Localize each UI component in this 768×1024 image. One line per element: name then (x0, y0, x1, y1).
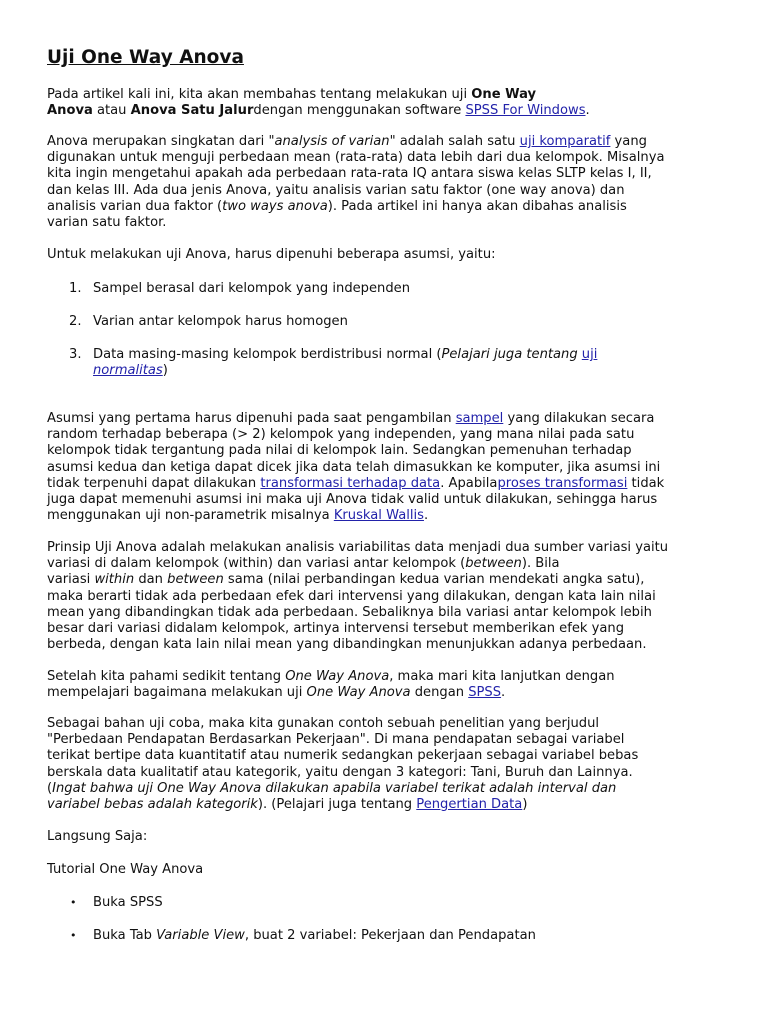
text: Pada artikel kali ini, kita akan membahas tentang melakukan uji (47, 87, 472, 102)
text: . (423, 508, 429, 524)
link-uji-normalitas-cont[interactable]: normalitas (93, 363, 163, 379)
text: , buat 2 variabel: Pekerjaan dan Pendapatan (244, 928, 536, 943)
paragraph-langsung-saja: Langsung Saja: (47, 829, 148, 844)
text: sama (nilai perbandingan kedua varian mendekati angka satu), (223, 572, 645, 588)
text: tidak terpenuhi dapat dilakukan (47, 475, 261, 491)
list-number: 3. (69, 347, 82, 362)
text: asumsi kedua dan ketiga dapat dicek jika data telah dimasukkan ke komputer, jika asumsi ini (47, 459, 661, 475)
link-spss[interactable]: SPSS (468, 685, 502, 701)
text: juga dapat memenuhi asumsi ini maka uji Anova tidak valid untuk dilakukan, sehingga harus (47, 492, 658, 508)
text: varian satu faktor. (47, 215, 167, 231)
text: Asumsi yang pertama harus dipenuhi pada saat pengambilan (47, 411, 456, 426)
text: Sebagai bahan uji coba, maka kita gunakan contoh sebuah penelitian yang berjudul (47, 716, 600, 731)
text: dengan (410, 685, 469, 701)
text: analisis varian dua faktor ( (47, 198, 223, 214)
bold-text: Anova Satu Jalur (130, 103, 254, 119)
text: ) (522, 797, 528, 813)
text: menggunakan uji non-parametrik misalnya (47, 508, 334, 524)
text: variasi di dalam kelompok (within) dan variasi antar kelompok ( (47, 556, 466, 572)
intro-paragraph (47, 87, 731, 119)
italic-text: One Way Anova (285, 669, 390, 684)
text: mean yang dibandingkan tidak ada perbedaan. Sebaliknya bila variasi antar kelompok lebih (47, 604, 652, 620)
text: tidak (627, 475, 665, 491)
bold-text: Anova (47, 103, 93, 119)
paragraph-example-study (47, 716, 731, 813)
text: " adalah salah satu (389, 134, 520, 149)
page-title: Uji One Way Anova (47, 47, 244, 68)
list-number: 2. (69, 314, 82, 329)
text: ). Bila (521, 556, 560, 572)
italic-text: two ways anova (222, 198, 328, 214)
paragraph-anova-definition (47, 134, 731, 231)
link-sampel[interactable]: sampel (455, 411, 504, 426)
bullet-icon: • (70, 896, 77, 909)
text: digunakan untuk menguji perbedaan mean (rata-rata) data lebih dari dua kelompok. Misalnya (47, 150, 665, 166)
link-kruskal-wallis[interactable]: Kruskal Wallis (333, 508, 424, 524)
bullet-icon: • (70, 929, 77, 942)
text: ). Pada artikel ini hanya akan dibahas analisis (327, 198, 627, 214)
text: atau (92, 103, 131, 119)
list-item-step-1: Buka SPSS (93, 895, 163, 910)
italic-text: between (167, 572, 224, 588)
text: Setelah kita pahami sedikit tentang (47, 669, 286, 684)
link-uji-normalitas[interactable]: uji (581, 347, 598, 362)
italic-text: Ingat bahwa uji One Way Anova dilakukan apabila variabel terikat adalah interval dan (52, 780, 617, 796)
text: . (501, 685, 506, 701)
text: Anova merupakan singkatan dari " (47, 134, 275, 149)
italic-text: between (465, 556, 522, 572)
list-item-step-2 (93, 928, 693, 944)
list-item-assumption-2: Varian antar kelompok harus homogen (93, 314, 348, 329)
text: . Apabila (440, 475, 498, 491)
bold-text: One Way (471, 87, 537, 102)
text: "Perbedaan Pendapatan Berdasarkan Pekerjaan". Di mana pendapatan sebagai variabel (47, 732, 625, 748)
italic-text: analysis of varian (274, 134, 390, 149)
text: Buka Tab (93, 928, 157, 943)
paragraph-anova-principle (47, 540, 731, 653)
text: dengan menggunakan software (253, 103, 466, 119)
text: dan kelas III. Ada dua jenis Anova, yaitu analisis varian satu faktor (one way anova) dan (47, 182, 625, 198)
text: ) (162, 363, 168, 379)
paragraph-assumptions-intro: Untuk melakukan uji Anova, harus dipenuhi beberapa asumsi, yaitu: (47, 247, 496, 262)
link-uji-komparatif[interactable]: uji komparatif (519, 134, 611, 149)
list-item-assumption-1: Sampel berasal dari kelompok yang independen (93, 281, 411, 296)
text: . (585, 103, 590, 119)
text: kelompok tidak tergantung pada nilai di kelompok lain. Sedangkan pemenuhan terhadap (47, 443, 632, 459)
italic-text: Variable View (156, 928, 245, 943)
paragraph-transition (47, 669, 731, 701)
text: berbeda, dengan kata lain nilai mean yang dibandingkan menunjukkan adanya perbedaan. (47, 637, 647, 653)
paragraph-assumptions-detail (47, 411, 731, 524)
text: besar dari variasi didalam kelompok, artinya intervensi tersebut memberikan efek yang (47, 621, 625, 637)
text: random terhadap beberapa (> 2) kelompok yang independen, yang mana nilai pada satu (47, 427, 635, 443)
link-proses-transformasi[interactable]: proses transformasi (497, 475, 628, 491)
text: Prinsip Uji Anova adalah melakukan analisis variabilitas data menjadi dua sumber variasi yaitu (47, 540, 669, 555)
italic-text: within (94, 572, 135, 588)
text: yang (610, 134, 647, 149)
text: maka berarti tidak ada perbedaan efek dari intervensi yang dilakukan, dengan kata lain nilai (47, 588, 656, 604)
text: ( (47, 780, 53, 796)
link-spss-for-windows[interactable]: SPSS For Windows (465, 103, 586, 119)
text: Data masing-masing kelompok berdistribusi normal ( (93, 347, 442, 362)
text: kita ingin mengetahui apakah ada perbedaan rata-rata IQ antara siswa kelas SLTP kelas I, II, (47, 166, 652, 182)
text: terikat bertipe data kuantitatif atau numerik sedangkan pekerjaan sebagai variabel bebas (47, 748, 639, 764)
text: mempelajari bagaimana melakukan uji (47, 685, 307, 701)
text: dan (134, 572, 168, 588)
text: ). (Pelajari juga tentang (257, 797, 417, 813)
italic-text: One Way Anova (306, 685, 411, 701)
text: , maka mari kita lanjutkan dengan (389, 669, 615, 684)
text: berskala data kualitatif atau kategorik, yaitu dengan 3 kategori: Tani, Buruh dan Lainnya. (47, 764, 633, 780)
link-pengertian-data[interactable]: Pengertian Data (416, 797, 523, 813)
paragraph-tutorial-heading: Tutorial One Way Anova (47, 862, 204, 877)
text: variasi (47, 572, 95, 588)
text: yang dilakukan secara (503, 411, 655, 426)
link-transformasi-terhadap-data[interactable]: transformasi terhadap data (260, 475, 441, 491)
list-item-assumption-3 (93, 347, 693, 379)
italic-text: Pelajari juga tentang (441, 347, 582, 362)
italic-text: variabel bebas adalah kategorik (47, 797, 258, 813)
list-number: 1. (69, 281, 82, 296)
